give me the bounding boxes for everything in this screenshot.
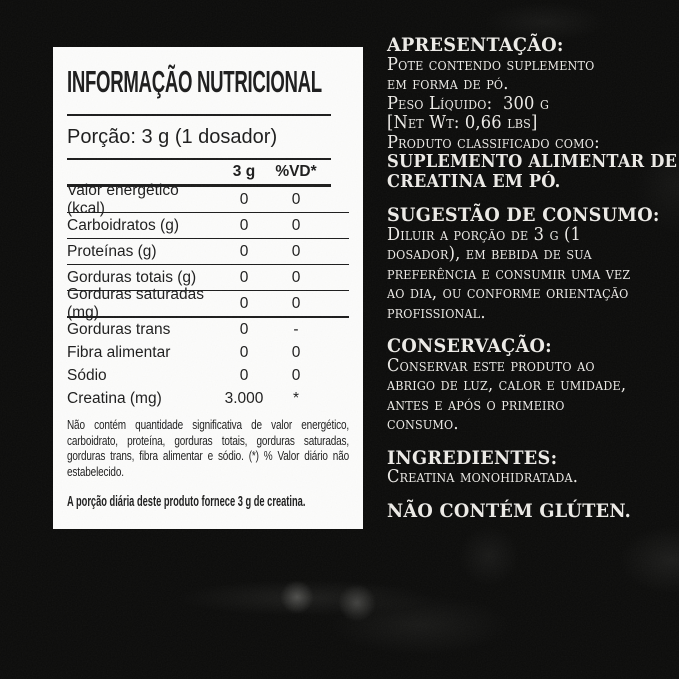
- text-line: Produto classificado como:: [387, 132, 600, 153]
- section-sugestao-de-consumo: [387, 206, 679, 323]
- row-label: Gorduras saturadas (mg): [67, 285, 204, 321]
- text-line: abrigo de luz, calor e umidade,: [387, 375, 627, 395]
- text-line: Creatina monohidratada.: [387, 467, 579, 487]
- section-ingredientes: [387, 446, 679, 488]
- section-gluten-free: [387, 499, 679, 522]
- row-dv: 0: [291, 366, 301, 384]
- row-label: Creatina (mg): [67, 389, 162, 407]
- text-line: SUPLEMENTO ALIMENTAR DE: [387, 152, 678, 172]
- row-dv: 0: [291, 343, 301, 361]
- section-apresentacao: [387, 36, 679, 192]
- text-line: CREATINA EM PÓ.: [387, 171, 561, 192]
- daily-note: A porção diária deste produto fornece 3 g de creatina.: [67, 493, 306, 510]
- footnote: Não contém quantidade significativa de valor energético, carboidrato, proteína, gorduras totais, gorduras saturadas, gorduras trans, fibra alimentar e sódio. (*) % Valor diário não estabelecido.: [67, 418, 349, 479]
- section-heading: NÃO CONTÉM GLÚTEN.: [387, 499, 632, 522]
- row-amount: 0: [239, 242, 249, 260]
- table-row: [67, 285, 349, 321]
- text-line: dosador), em bebida de sua: [387, 244, 592, 264]
- row-dv: *: [292, 389, 300, 407]
- table-row: [67, 239, 349, 265]
- text-line: antes e após o primeiro: [387, 394, 565, 415]
- row-amount: 0: [239, 190, 249, 208]
- row-label: Gorduras totais (g): [67, 268, 197, 286]
- row-label: Carboidratos (g): [67, 216, 179, 234]
- section-heading: CONSERVAÇÃO:: [387, 335, 552, 357]
- nutrition-title: INFORMAÇÃO NUTRICIONAL: [67, 64, 322, 99]
- row-dv: 0: [291, 294, 301, 312]
- row-dv: 0: [291, 268, 301, 286]
- row-label: Proteínas (g): [67, 242, 157, 260]
- text-line: Diluir a porção de 3 g (1: [387, 224, 582, 245]
- table-row: [67, 341, 349, 364]
- row-amount: 0: [239, 216, 249, 234]
- row-amount: 3.000: [224, 389, 264, 407]
- table-row: [67, 364, 349, 387]
- row-dv: -: [293, 320, 299, 338]
- table-row: [67, 213, 349, 239]
- text-line: preferência e consumir uma vez: [387, 263, 631, 284]
- row-label: Valor energético (kcal): [67, 181, 179, 217]
- row-label: Gorduras trans: [67, 320, 171, 338]
- text-line: Peso Líquido: 300 g: [387, 93, 550, 114]
- column-header-dv: %VD*: [275, 163, 317, 180]
- row-amount: 0: [239, 268, 249, 286]
- serving-size: Porção: 3 g (1 dosador): [67, 126, 278, 148]
- column-header-amount: 3 g: [232, 163, 256, 180]
- row-amount: 0: [239, 294, 249, 312]
- text-line: profissional.: [387, 302, 486, 323]
- row-label: Fibra alimentar: [67, 343, 171, 361]
- row-amount: 0: [239, 343, 249, 361]
- table-row: [67, 387, 349, 410]
- text-line: ao dia, ou conforme orientação: [387, 283, 629, 303]
- table-header: [67, 160, 349, 184]
- row-amount: 0: [239, 366, 249, 384]
- text-line: em forma de pó.: [387, 74, 509, 94]
- row-label: Sódio: [67, 366, 107, 384]
- section-heading: APRESENTAÇÃO:: [387, 34, 564, 56]
- row-dv: 0: [291, 242, 301, 260]
- divider: [67, 114, 331, 116]
- row-dv: 0: [291, 216, 301, 234]
- text-line: consumo.: [387, 414, 459, 434]
- text-line: Pote contendo suplemento: [387, 54, 595, 75]
- section-heading: INGREDIENTES:: [387, 446, 558, 469]
- text-line: Conservar este produto ao: [387, 355, 595, 376]
- row-dv: 0: [291, 190, 301, 208]
- row-amount: 0: [239, 320, 249, 338]
- text-line: [Net Wt: 0,66 lbs]: [387, 113, 538, 133]
- table-row: [67, 318, 349, 341]
- info-column: [387, 36, 679, 535]
- section-conservacao: [387, 337, 679, 435]
- section-heading: SUGESTÃO DE CONSUMO:: [387, 204, 660, 226]
- table-row: [67, 181, 349, 217]
- nutrition-facts-panel: [53, 47, 363, 529]
